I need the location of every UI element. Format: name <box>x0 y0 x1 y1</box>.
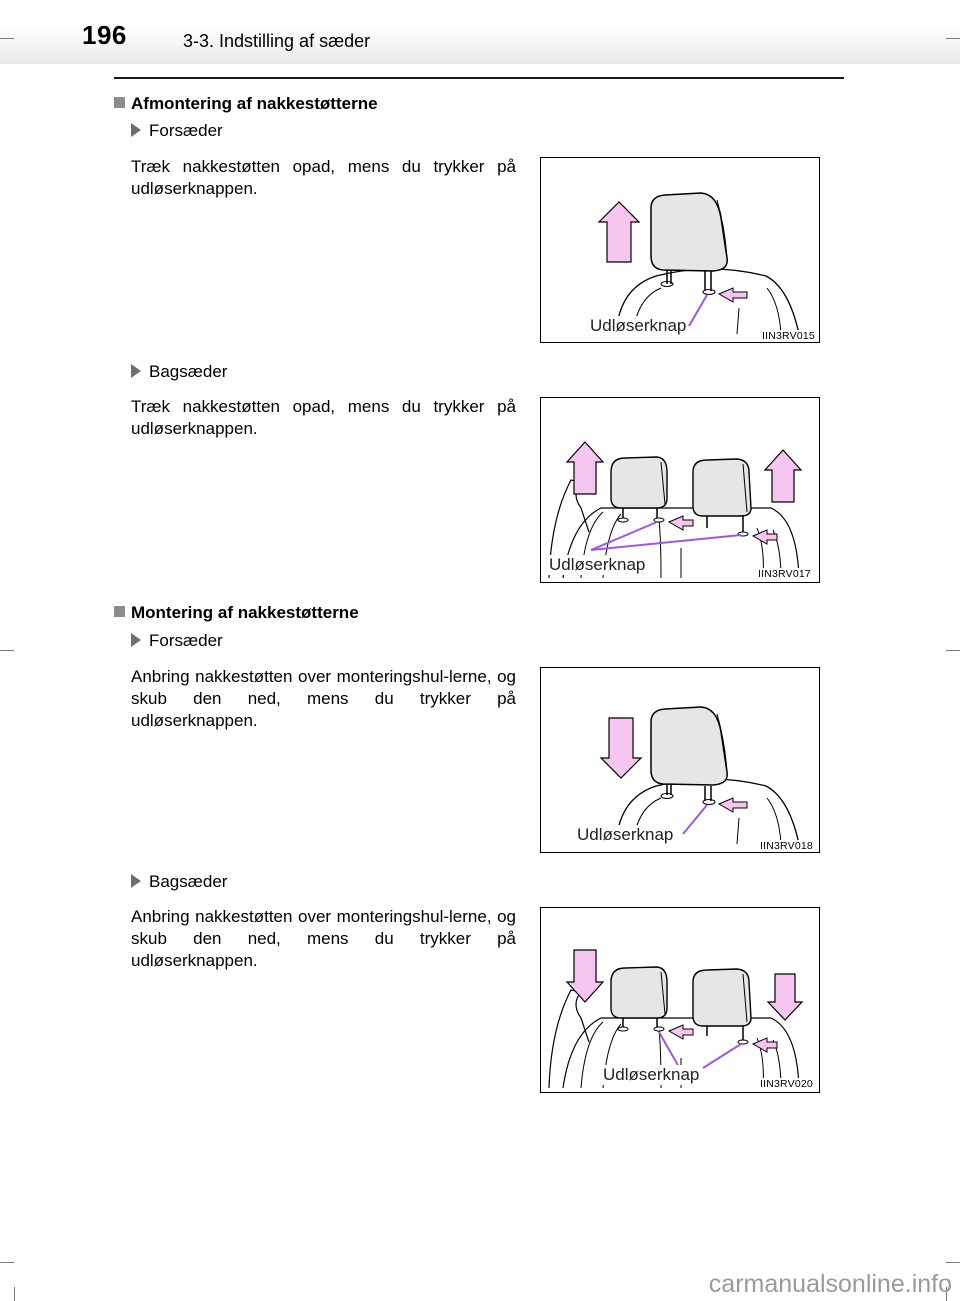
figure-code: IIN3RV018 <box>760 840 813 852</box>
section-title: 3-3. Indstilling af sæder <box>183 31 371 51</box>
crop-mark <box>0 38 14 39</box>
square-bullet-icon <box>114 97 125 108</box>
illustration-rear-install <box>540 907 820 1093</box>
figure-code: IIN3RV017 <box>758 568 811 580</box>
crop-mark <box>946 650 960 651</box>
square-bullet-icon <box>114 606 125 617</box>
subheading: Forsæder <box>131 121 223 141</box>
section-heading: Afmontering af nakkestøtterne <box>114 94 378 114</box>
section-heading: Montering af nakkestøtterne <box>114 603 359 623</box>
figure-label: Udløserknap <box>603 1065 700 1084</box>
figure-label: Udløserknap <box>577 825 674 844</box>
page-number: 196 <box>82 20 127 50</box>
crop-mark <box>0 1262 14 1263</box>
subheading: Bagsæder <box>131 362 227 382</box>
header-rule <box>114 77 844 79</box>
down-arrow-icon <box>601 718 641 778</box>
illustration-front-remove <box>540 157 820 343</box>
up-arrow-icon <box>567 442 603 494</box>
illustration-rear-remove <box>540 397 820 583</box>
figure-label: Udløserknap <box>590 316 687 335</box>
subheading: Bagsæder <box>131 872 227 892</box>
figure-code: IIN3RV015 <box>762 330 815 342</box>
instruction-text: Anbring nakkestøtten over monteringshul-lerne, og skub den ned, mens du trykker på udløserknappen. <box>131 907 516 970</box>
crop-mark <box>0 650 14 651</box>
instruction-text: Træk nakkestøtten opad, mens du trykker på udløserknappen. <box>131 397 516 438</box>
triangle-bullet-icon <box>131 364 141 378</box>
down-arrow-icon <box>768 974 802 1020</box>
figure-label: Udløserknap <box>549 555 646 574</box>
down-arrow-icon <box>567 950 603 1002</box>
crop-mark <box>14 1287 15 1301</box>
up-arrow-icon <box>765 450 801 502</box>
instruction-text: Anbring nakkestøtten over monteringshul-lerne, og skub den ned, mens du trykker på udløserknappen. <box>131 667 516 730</box>
crop-mark <box>946 38 960 39</box>
triangle-bullet-icon <box>131 123 141 137</box>
illustration-front-install <box>540 667 820 853</box>
subheading: Forsæder <box>131 631 223 651</box>
front-seat-drawing <box>541 158 819 342</box>
instruction-text: Træk nakkestøtten opad, mens du trykker på udløserknappen. <box>131 157 516 198</box>
figure-code: IIN3RV020 <box>760 1078 813 1090</box>
watermark: carmanualsonline.info <box>708 1270 952 1298</box>
triangle-bullet-icon <box>131 633 141 647</box>
page-header <box>0 0 960 64</box>
triangle-bullet-icon <box>131 874 141 888</box>
crop-mark <box>946 1262 960 1263</box>
up-arrow-icon <box>599 202 639 262</box>
